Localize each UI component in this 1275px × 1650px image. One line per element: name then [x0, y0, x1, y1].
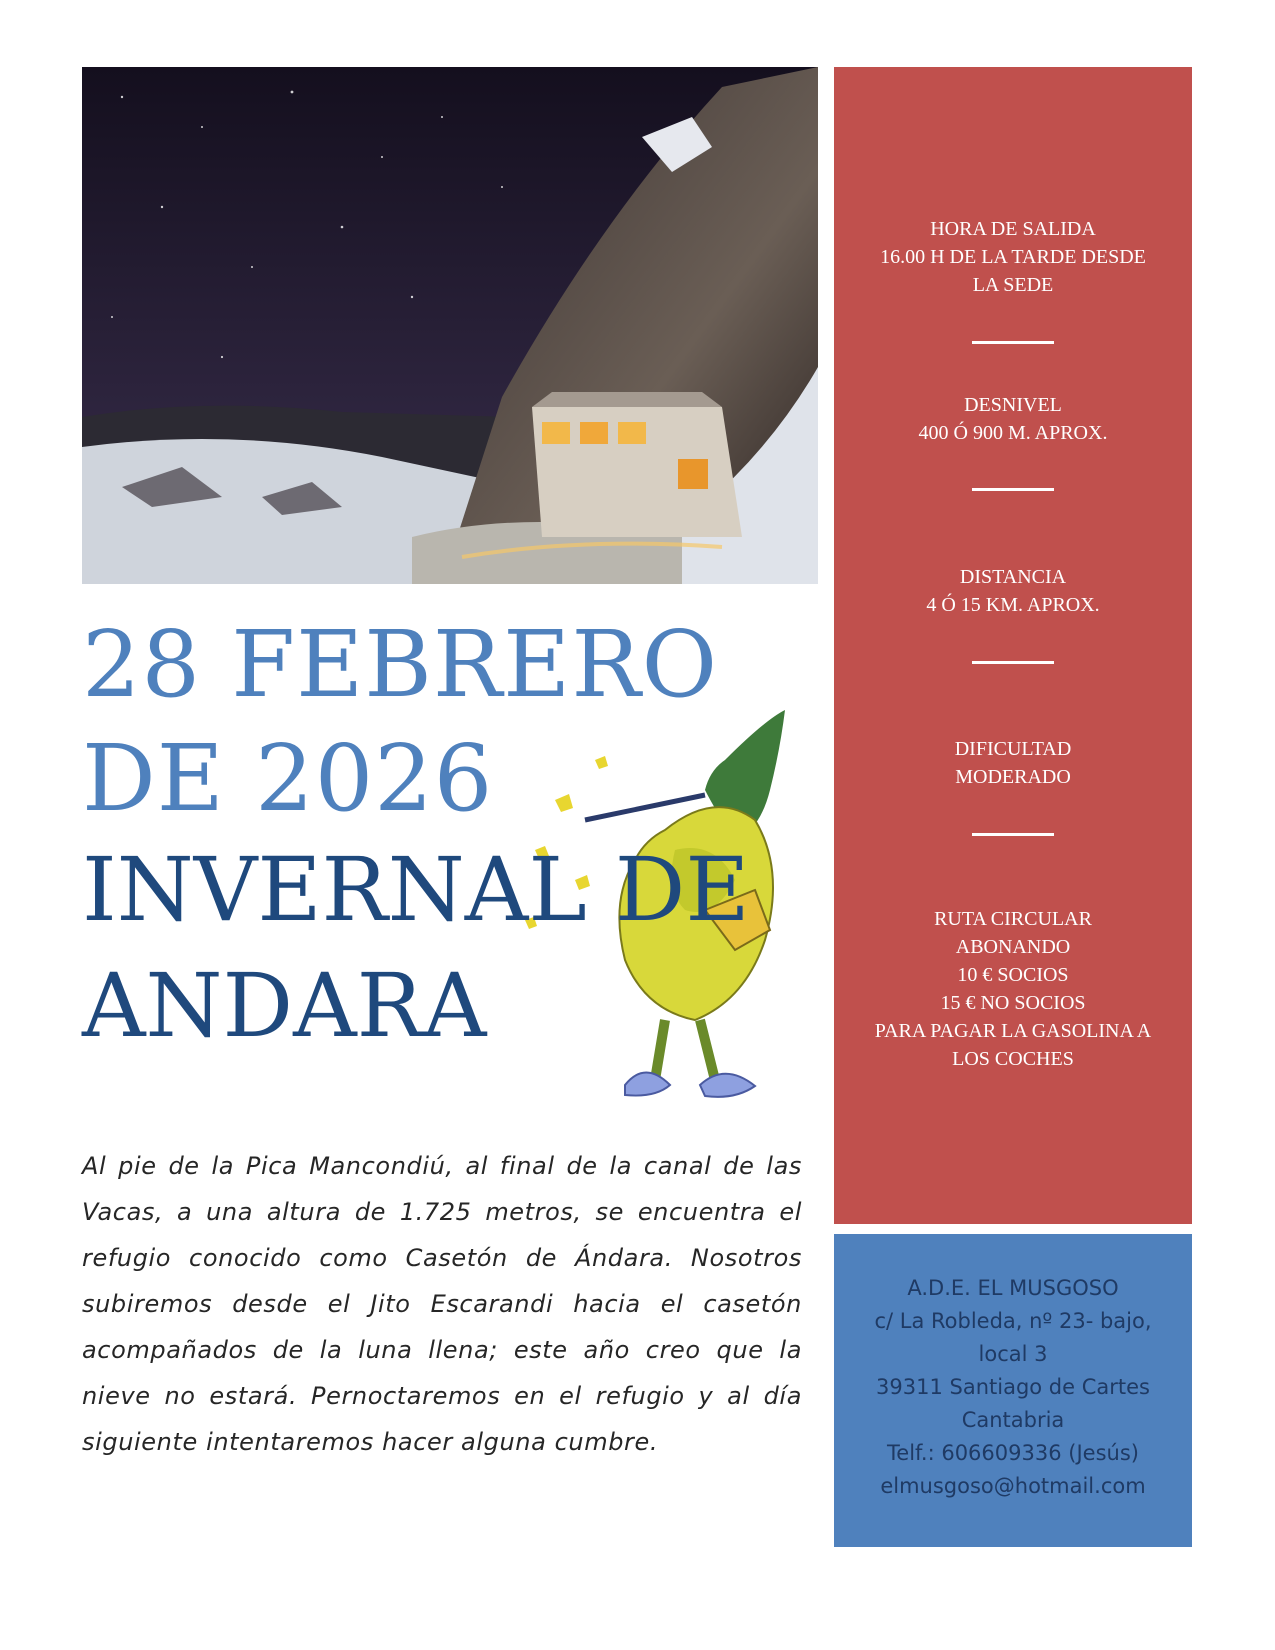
difficulty-info [854, 735, 1172, 791]
elevation-value: 400 Ó 900 M. APROX. [918, 422, 1108, 444]
contact-address-1: c/ La Robleda, nº 23- bajo, [874, 1309, 1152, 1333]
contact-panel [834, 1234, 1192, 1547]
contact-org: A.D.E. EL MUSGOSO [907, 1276, 1119, 1300]
event-date-line-2: DE 2026 [82, 725, 494, 832]
contact-email[interactable]: elmusgoso@hotmail.com [880, 1474, 1146, 1498]
difficulty-value: MODERADO [955, 766, 1071, 788]
contact-address-2: local 3 [978, 1342, 1048, 1366]
divider [972, 661, 1054, 664]
event-info-panel [834, 67, 1192, 1224]
route-value: ABONANDO 10 € SOCIOS 15 € NO SOCIOS PARA PAGAR LA GASOLINA A LOS COCHES [874, 936, 1152, 1070]
event-date-line-1: 28 FEBRERO [82, 611, 719, 718]
refuge-night-photo [82, 67, 818, 584]
departure-info [854, 215, 1172, 299]
event-description: Al pie de la Pica Mancondiú, al final de la canal de las Vacas, a una altura de 1.725 metros, se encuentra el refugio conocido como Casetón de Ándara. Nosotros subiremos desde el Jito Escarandi hacia el casetón acompañados de la luna llena; este año creo que la nieve no estará. Pernoctaremos en el refugio y al día siguiente intentaremos hacer alguna cumbre. [82, 1152, 802, 1456]
contact-region: Cantabria [961, 1408, 1065, 1432]
elevation-info [854, 391, 1172, 447]
divider [972, 341, 1054, 344]
divider [972, 833, 1054, 836]
event-title-line-1: INVERNAL DE [82, 838, 750, 941]
distance-info [854, 563, 1172, 619]
departure-value: 16.00 H DE LA TARDE DESDE LA SEDE [880, 246, 1146, 296]
distance-label: DISTANCIA [959, 566, 1067, 588]
event-title-line-2: ANDARA [82, 954, 487, 1057]
contact-phone: Telf.: 606609336 (Jesús) [887, 1441, 1139, 1465]
divider [972, 488, 1054, 491]
difficulty-label: DIFICULTAD [954, 738, 1072, 760]
route-label: RUTA CIRCULAR [934, 908, 1092, 930]
elevation-label: DESNIVEL [964, 394, 1062, 416]
distance-value: 4 Ó 15 KM. APROX. [926, 594, 1100, 616]
event-title [82, 832, 782, 1064]
departure-label: HORA DE SALIDA [930, 218, 1096, 240]
route-info [854, 905, 1172, 1073]
contact-city: 39311 Santiago de Cartes [876, 1375, 1150, 1399]
